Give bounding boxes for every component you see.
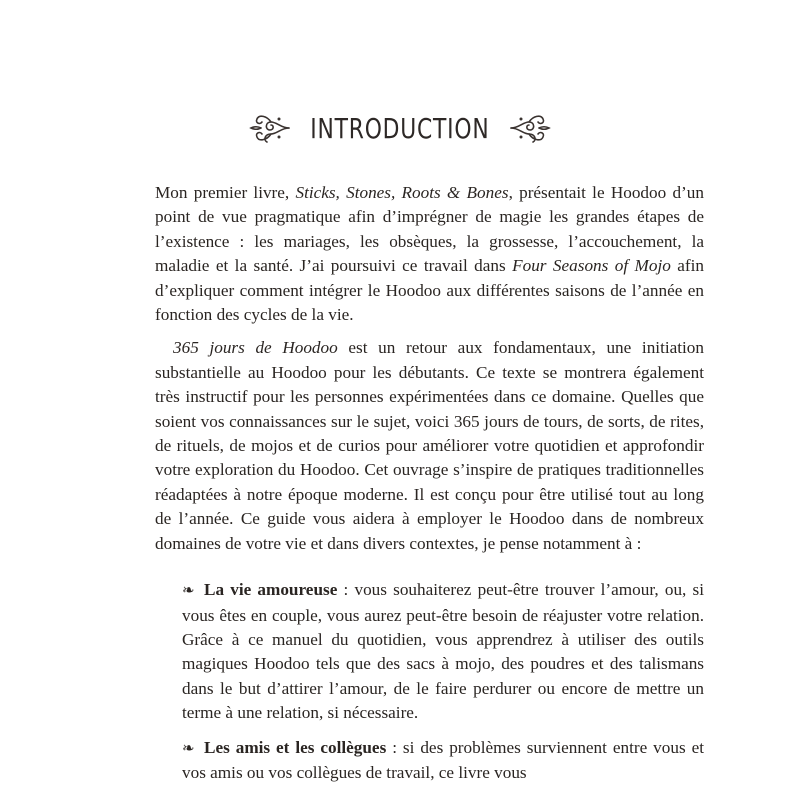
book-title: 365 jours de Hoodoo [173,338,338,358]
flourish-ornament-left-icon [249,108,291,148]
paragraph-1: Mon premier livre, Sticks, Stones, Roots & Bones, présentait le Hoodoo d’un point de vue pragmatique afin d’imprégner de magie les grandes étapes de l’existence : les mariages, les obsèques, la grossesse, l’accouchement, la maladie et la santé. J’ai poursuivi ce travail dans Four Seasons of Mojo afin d’expliquer comment intégrer le Hoodoo aux différentes saisons de l’année en fonction des cycles de la vie. [155,183,704,325]
book-title: Four Seasons of Mojo [512,256,671,276]
flourish-ornament-right-icon [509,108,551,148]
fleuron-bullet-icon: ❧ [182,740,195,757]
book-title: Sticks, Stones, Roots & Bones [295,183,509,202]
page-title: INTRODUCTION [310,111,490,145]
list-item-lead: La vie amoureuse [204,580,338,600]
list-item-lead: Les amis et les collègues [204,737,387,757]
list-item: ❧ La vie amoureuse : vous souhaiterez peut-être trouver l’amour, ou, si vous êtes en couple, vous aurez peut-être besoin de réajuster votre relation. Grâce à ce manuel du quotidien, vous apprendrez à utiliser des outils magiques Hoodoo tels que des sacs à mojo, des poudres et des talismans dans le but d’attirer l’amour, de le faire perdurer ou encore de mettre un terme à une relation, si nécessaire. [182,580,704,723]
body-text [155,181,704,785]
fleuron-bullet-icon: ❧ [182,583,195,600]
list-item: ❧ Les amis et les collègues : si des problèmes surviennent entre vous et vos amis ou vos collègues de travail, ce livre vous [182,737,704,782]
paragraph-2: 365 jours de Hoodoo est un retour aux fondamentaux, une initiation substantielle au Hoodoo pour les débutants. Ce texte se montrera également très instructif pour les personnes expérimentées dans ce domaine. Quelles que soient vos connaissances sur le sujet, voici 365 jours de tours, de sorts, de rites, de rituels, de mojos et de curios pour améliorer votre quotidien et approfondir votre exploration du Hoodoo. Cet ouvrage s’inspire de pratiques traditionnelles réadaptées à notre époque moderne. Il est conçu pour être utilisé tout au long de l’année. Ce guide vous aidera à employer le Hoodoo dans de nombreux domaines de votre vie et dans divers contextes, je pense notamment à : [155,338,704,553]
chapter-heading [0,98,800,158]
